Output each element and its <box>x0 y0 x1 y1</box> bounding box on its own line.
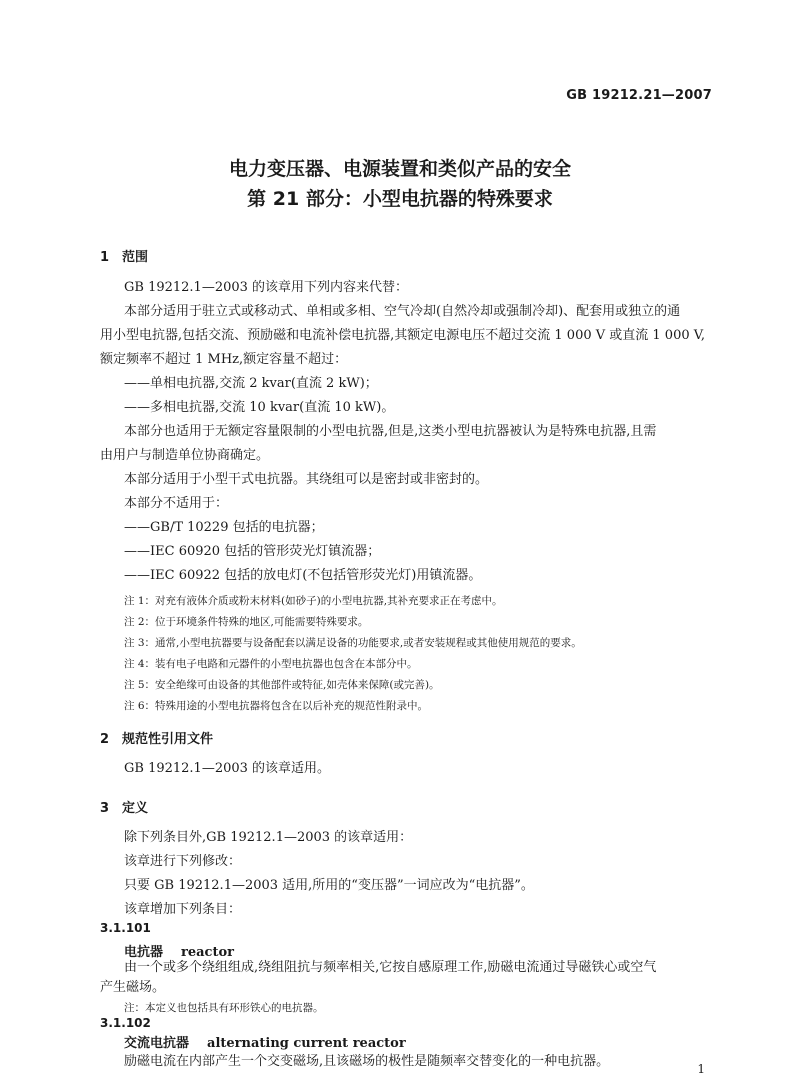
section-3-title: 定义 <box>122 801 149 816</box>
section-1-heading <box>100 246 148 265</box>
section-1-intro: GB 19212.1—2003 的该章用下列内容来代替： <box>124 280 409 295</box>
section-1-number: 1 <box>100 250 110 265</box>
scope-para1-line1: 本部分适用于驻立式或移动式、单相或多相、空气冷却(自然冷却或强制冷却)、配套用或独立的通 <box>124 304 681 319</box>
term-reactor <box>124 941 234 960</box>
scope-dash-item-2: ——多相电抗器,交流 10 kvar(直流 10 kW)。 <box>124 400 395 415</box>
term-ac-reactor-cn: 交流电抗器 <box>124 1036 190 1051</box>
document-title-line1: 电力变压器、电源装置和类似产品的安全 <box>228 158 571 180</box>
scope-dash-item-5: ——IEC 60922 包括的放电灯(不包括管形荧光灯)用镇流器。 <box>124 568 482 583</box>
scope-dash-item-3: ——GB/T 10229 包括的电抗器； <box>124 520 324 535</box>
definitions-line4: 该章增加下列条目： <box>124 902 242 917</box>
clause-3-1-101: 3.1.101 <box>100 921 151 935</box>
definition-reactor-line2: 产生磁场。 <box>100 980 166 995</box>
scope-para1-line2: 用小型电抗器,包括交流、预励磁和电流补偿电抗器,其额定电源电压不超过交流 1 000 V 或直流 1 000 V, <box>100 328 705 343</box>
definitions-line2: 该章进行下列修改： <box>124 854 242 869</box>
note-4: 注 4：装有电子电路和元器件的小型电抗器也包含在本部分中。 <box>124 658 418 670</box>
section-3-number: 3 <box>100 801 110 816</box>
note-1: 注 1：对充有液体介质或粉末材料(如砂子)的小型电抗器,其补充要求正在考虑中。 <box>124 595 503 607</box>
note-5: 注 5：安全绝缘可由设备的其他部件或特征,如壳体来保障(或完善)。 <box>124 679 440 691</box>
section-3-heading <box>100 797 148 816</box>
section-1-title: 范围 <box>122 250 149 265</box>
definitions-line1: 除下列条目外,GB 19212.1—2003 的该章适用： <box>124 830 413 845</box>
section-2-text: GB 19212.1—2003 的该章适用。 <box>124 761 331 776</box>
scope-para2-line2: 由用户与制造单位协商确定。 <box>100 448 270 463</box>
section-2-number: 2 <box>100 732 110 747</box>
page-number: 1 <box>697 1062 705 1076</box>
scope-dash-item-4: ——IEC 60920 包括的管形荧光灯镇流器； <box>124 544 381 559</box>
document-title-line2: 第 21 部分：小型电抗器的特殊要求 <box>247 188 553 210</box>
note-reactor: 注：本定义也包括具有环形铁心的电抗器。 <box>124 1002 324 1014</box>
scope-para3: 本部分适用于小型干式电抗器。其绕组可以是密封或非密封的。 <box>124 472 489 487</box>
note-2: 注 2：位于环境条件特殊的地区,可能需要特殊要求。 <box>124 616 369 628</box>
note-6: 注 6：特殊用途的小型电抗器将包含在以后补充的规范性附录中。 <box>124 700 429 712</box>
section-2-heading <box>100 728 213 747</box>
scope-para4: 本部分不适用于： <box>124 496 229 511</box>
term-ac-reactor <box>124 1032 406 1051</box>
definitions-line3: 只要 GB 19212.1—2003 适用,所用的“变压器”一词应改为“电抗器”。 <box>124 878 534 893</box>
standard-number: GB 19212.21—2007 <box>566 88 712 103</box>
scope-dash-item-1: ——单相电抗器,交流 2 kvar(直流 2 kW)； <box>124 376 378 391</box>
scope-para1-line3: 额定频率不超过 1 MHz,额定容量不超过： <box>100 352 348 367</box>
clause-3-1-102: 3.1.102 <box>100 1016 151 1030</box>
definition-reactor-line1: 由一个或多个绕组组成,绕组阻抗与频率相关,它按自感原理工作,励磁电流通过导磁铁心或空气 <box>124 960 657 975</box>
section-2-title: 规范性引用文件 <box>122 732 214 747</box>
scope-para2-line1: 本部分也适用于无额定容量限制的小型电抗器,但是,这类小型电抗器被认为是特殊电抗器,且需 <box>124 424 657 439</box>
definition-ac-reactor: 励磁电流在内部产生一个交变磁场,且该磁场的极性是随频率交替变化的一种电抗器。 <box>124 1054 610 1069</box>
term-reactor-en: reactor <box>181 945 234 960</box>
note-3: 注 3：通常,小型电抗器要与设备配套以满足设备的功能要求,或者安装规程或其他使用规范的要求。 <box>124 637 582 649</box>
term-reactor-cn: 电抗器 <box>124 945 164 960</box>
term-ac-reactor-en: alternating current reactor <box>207 1036 406 1051</box>
